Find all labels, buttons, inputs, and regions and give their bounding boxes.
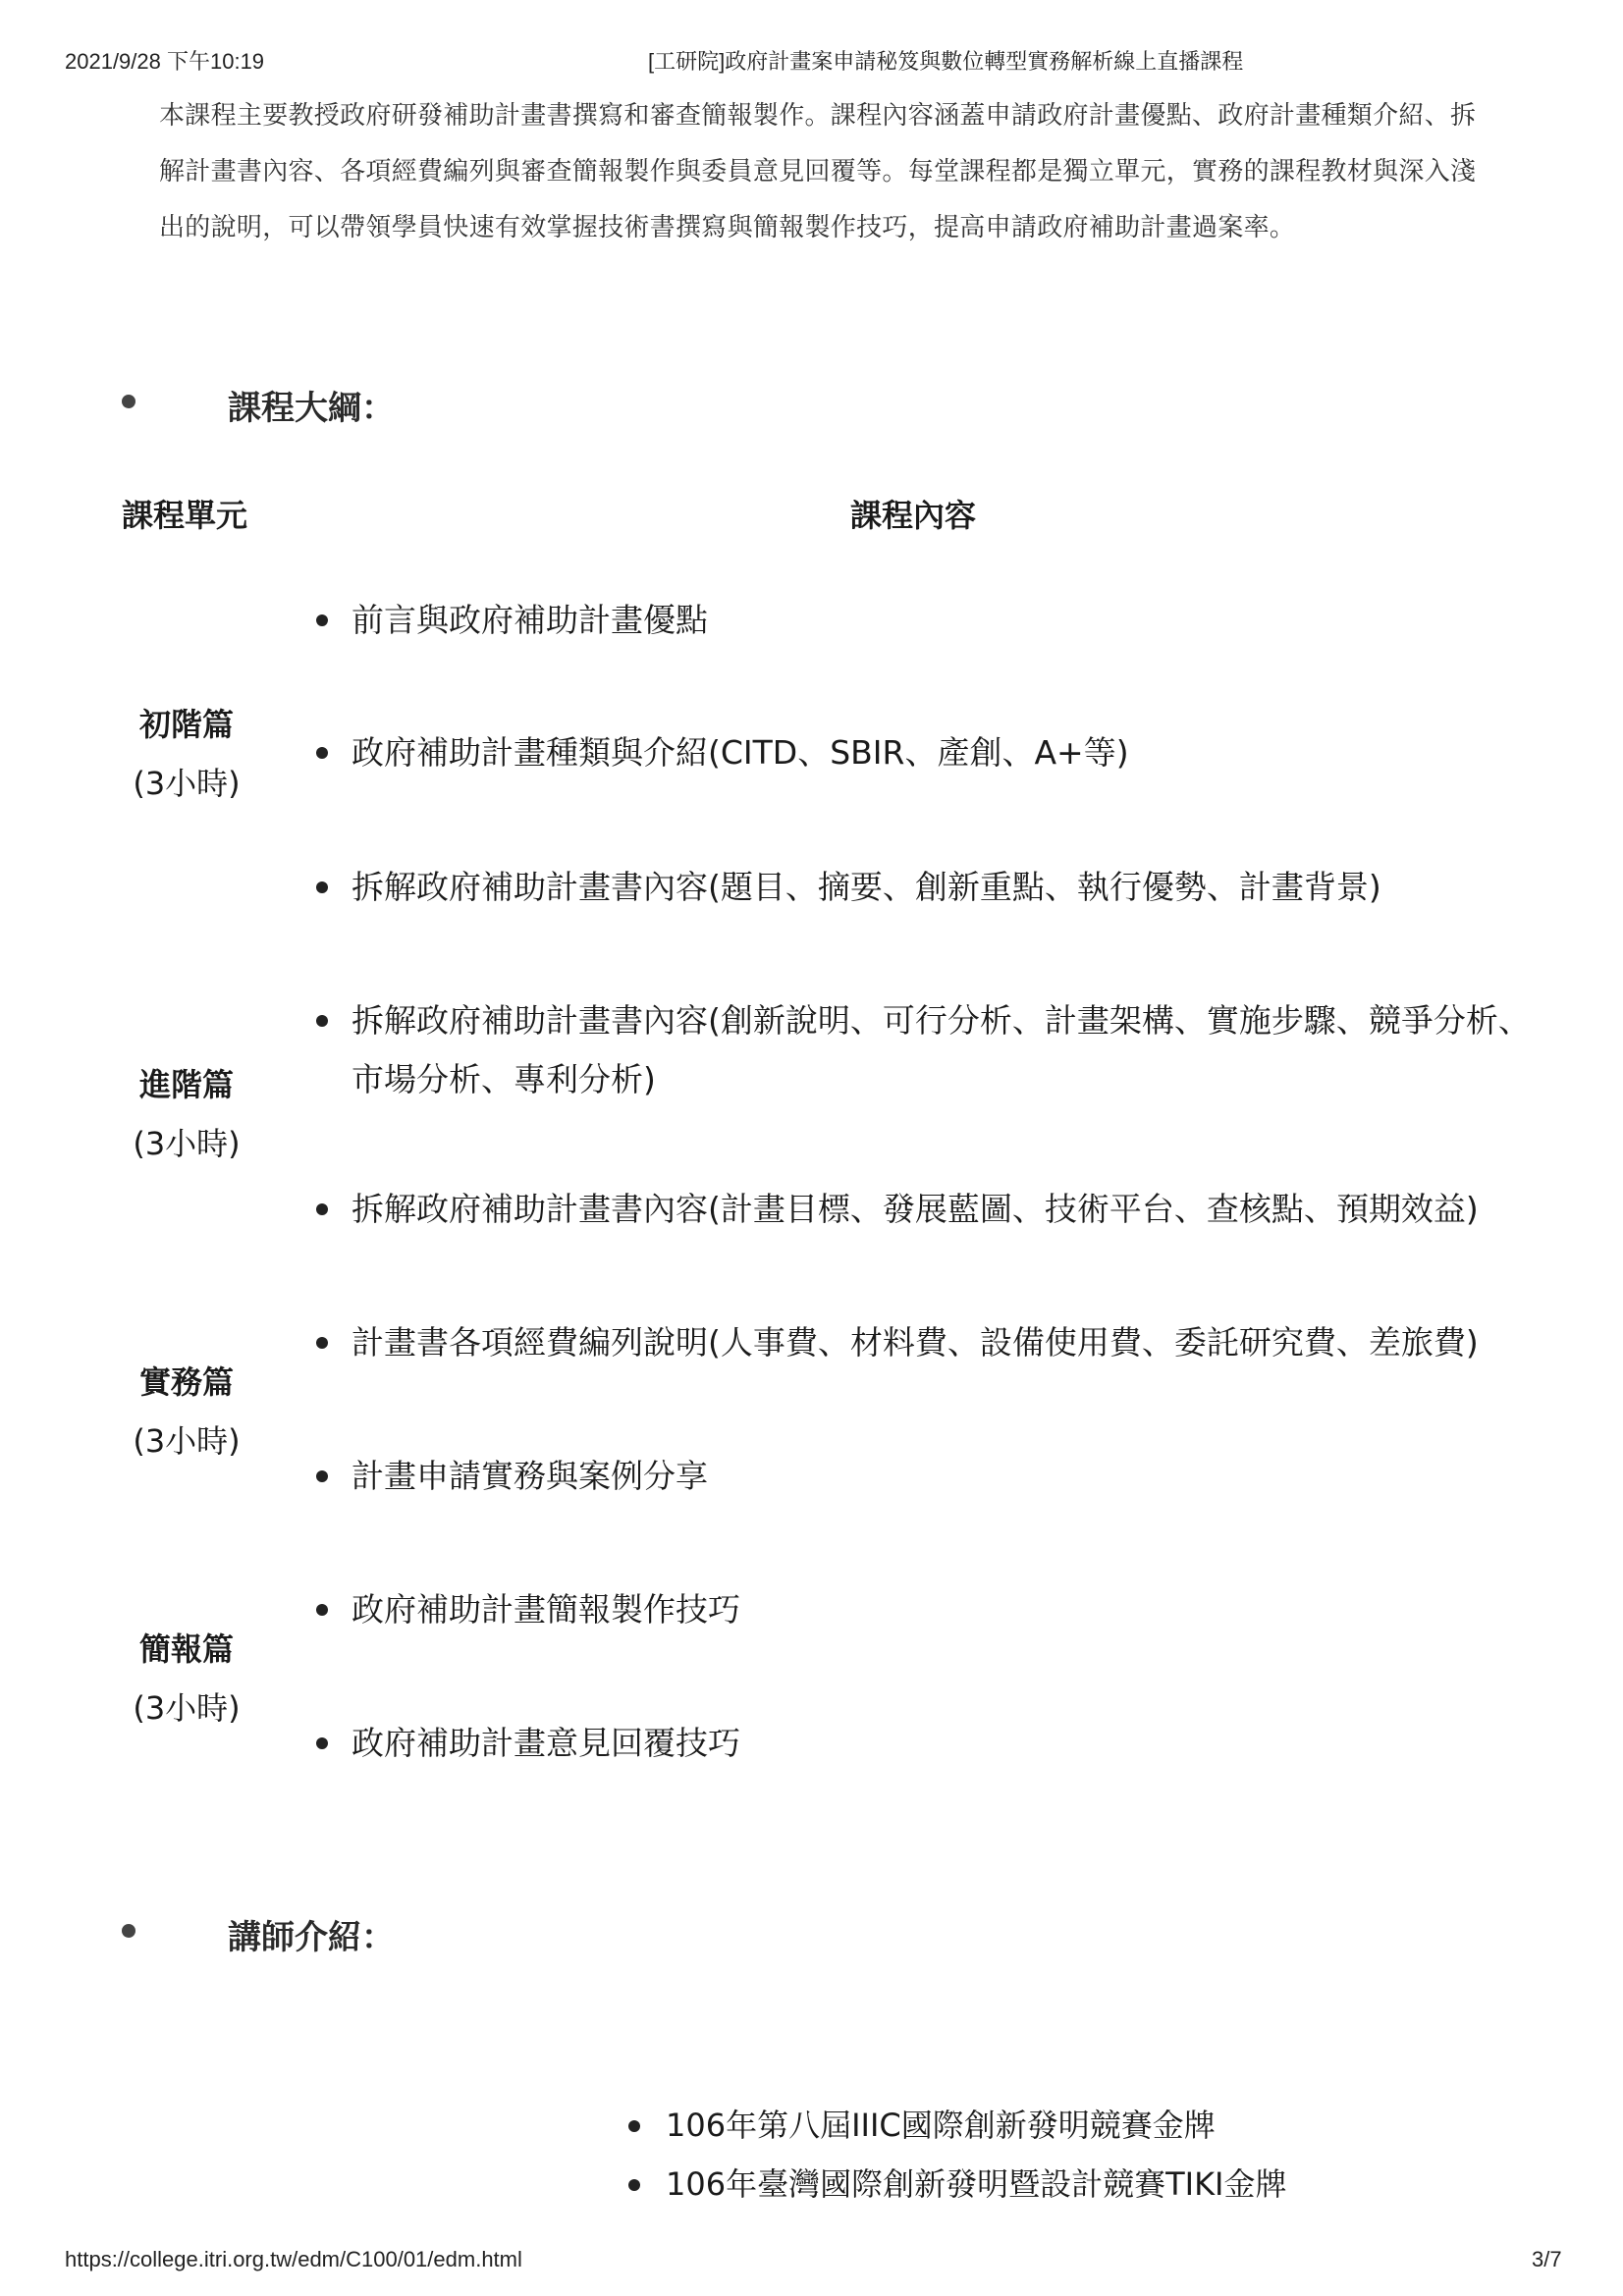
course-item bbox=[316, 1714, 1543, 1773]
course-item bbox=[316, 723, 1543, 782]
course-item bbox=[316, 1447, 1543, 1506]
course-item-text: 政府補助計畫種類與介紹(CITD、SBIR、產創、A+等) bbox=[352, 733, 1129, 772]
column-header-content: 課程內容 bbox=[850, 497, 977, 534]
bullet-icon bbox=[316, 1604, 328, 1616]
intro-paragraph bbox=[159, 88, 1543, 256]
course-item bbox=[316, 1313, 1543, 1372]
course-outline-label: 課程大綱： bbox=[228, 389, 395, 428]
course-item-text: 計畫申請實務與案例分享 bbox=[352, 1457, 708, 1495]
bullet-icon bbox=[628, 2179, 640, 2191]
instructor-label: 講師介紹： bbox=[228, 1918, 395, 1957]
course-item bbox=[316, 991, 1543, 1109]
bullet-icon bbox=[316, 614, 328, 626]
bullet-icon bbox=[122, 1924, 135, 1938]
unit-name: 簡報篇 bbox=[138, 1630, 234, 1668]
unit-hours: (3小時) bbox=[133, 1689, 241, 1727]
course-item bbox=[316, 1580, 1543, 1639]
award-item bbox=[628, 2101, 1216, 2150]
intro-line: 解計畫書內容、各項經費編列與審查簡報製作與委員意見回覆等。每堂課程都是獨立單元，實務的課程教材與深入淺 bbox=[159, 157, 1477, 187]
unit-presentation bbox=[108, 1620, 265, 1737]
course-outline-heading bbox=[122, 381, 711, 430]
unit-name: 實務篇 bbox=[138, 1363, 234, 1401]
bullet-icon bbox=[316, 747, 328, 759]
bullet-icon bbox=[316, 1337, 328, 1349]
header-page-title: [工研院]政府計畫案申請秘笈與數位轉型實務解析線上直播課程 bbox=[648, 49, 1244, 74]
intro-line: 本課程主要教授政府研發補助計畫書撰寫和審查簡報製作。課程內容涵蓋申請政府計畫優點、政府計畫種類介紹、拆 bbox=[159, 101, 1477, 131]
course-item-text: 計畫書各項經費編列說明(人事費、材料費、設備使用費、委託研究費、差旅費) bbox=[352, 1323, 1479, 1362]
unit-advanced bbox=[108, 1055, 265, 1173]
header-datetime: 2021/9/28 下午10:19 bbox=[65, 49, 265, 74]
award-item bbox=[628, 2160, 1287, 2209]
bullet-icon bbox=[628, 2120, 640, 2132]
instructor-heading bbox=[122, 1910, 711, 1959]
unit-hours: (3小時) bbox=[133, 1422, 241, 1460]
course-item-text: 拆解政府補助計畫書內容(創新說明、可行分析、計畫架構、實施步驟、競爭分析、市場分析、專利分析) bbox=[352, 1001, 1531, 1098]
unit-beginner bbox=[108, 695, 265, 813]
intro-line: 出的說明，可以帶領學員快速有效掌握技術書撰寫與簡報製作技巧，提高申請政府補助計畫過案率。 bbox=[159, 213, 1296, 242]
page-number: 3/7 bbox=[1532, 2247, 1562, 2271]
course-item-text: 拆解政府補助計畫書內容(計畫目標、發展藍圖、技術平台、查核點、預期效益) bbox=[352, 1190, 1479, 1228]
course-item-text: 政府補助計畫意見回覆技巧 bbox=[352, 1724, 740, 1762]
course-item bbox=[316, 1180, 1543, 1239]
course-item-text: 拆解政府補助計畫書內容(題目、摘要、創新重點、執行優勢、計畫背景) bbox=[352, 868, 1381, 906]
course-item-text: 政府補助計畫簡報製作技巧 bbox=[352, 1590, 740, 1629]
unit-hours: (3小時) bbox=[133, 1125, 241, 1162]
bullet-icon bbox=[316, 1470, 328, 1482]
unit-name: 初階篇 bbox=[138, 706, 234, 743]
course-item-text: 前言與政府補助計畫優點 bbox=[352, 601, 708, 639]
unit-hours: (3小時) bbox=[133, 765, 241, 802]
bullet-icon bbox=[316, 881, 328, 893]
course-item bbox=[316, 858, 1543, 917]
footer-url[interactable]: https://college.itri.org.tw/edm/C100/01/edm.html bbox=[65, 2247, 522, 2271]
course-item bbox=[316, 591, 1543, 650]
bullet-icon bbox=[316, 1737, 328, 1749]
bullet-icon bbox=[122, 395, 135, 408]
award-text: 106年臺灣國際創新發明暨設計競賽TIKI金牌 bbox=[666, 2165, 1287, 2203]
bullet-icon bbox=[316, 1203, 328, 1215]
unit-practice bbox=[108, 1353, 265, 1470]
award-text: 106年第八屆IIIC國際創新發明競賽金牌 bbox=[666, 2107, 1216, 2144]
unit-name: 進階篇 bbox=[138, 1066, 234, 1103]
bullet-icon bbox=[316, 1015, 328, 1027]
column-header-unit: 課程單元 bbox=[122, 497, 248, 534]
